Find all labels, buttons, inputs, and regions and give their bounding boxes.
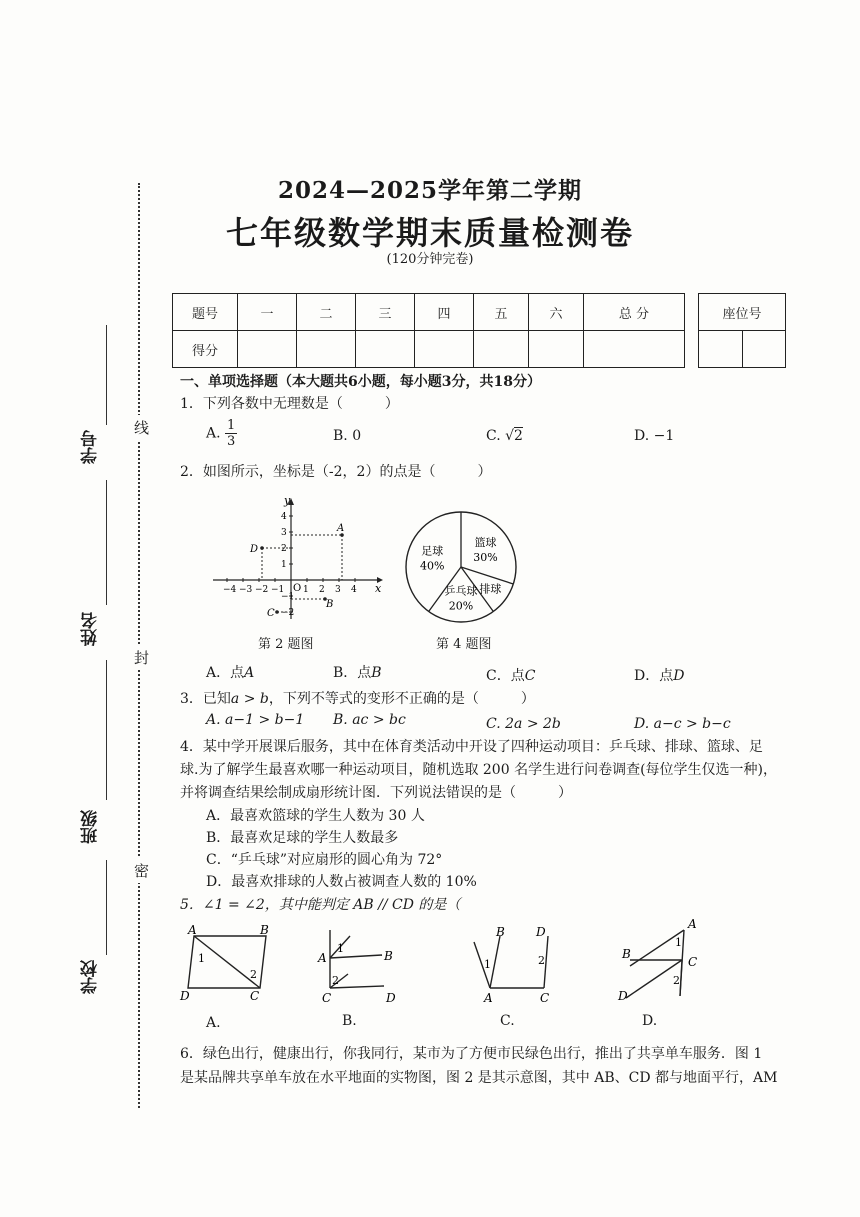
class-blank — [106, 660, 107, 800]
score-cell — [238, 331, 297, 368]
q1-option-a — [206, 418, 237, 449]
q1-option-b: B. 0 — [333, 428, 362, 444]
score-cell — [297, 331, 356, 368]
q1-option-d: D. −1 — [634, 428, 675, 444]
seat-cell — [742, 331, 786, 368]
point-d — [260, 546, 264, 550]
pie-value-label: 40% — [420, 559, 445, 573]
q4-line-1: 4．某中学开展课后服务，其中在体育类活动中开设了四种运动项目：乒乓球、排球、篮球、足 — [180, 739, 763, 755]
point-c — [275, 610, 279, 614]
q3-stem-pre: 3．已知 — [180, 691, 231, 707]
fraction-denominator: 3 — [227, 434, 236, 449]
point-c-label: C — [267, 608, 275, 619]
fig-a-angle-1: 1 — [198, 952, 205, 965]
q2-option-a — [206, 662, 254, 682]
fig-a-label-b: B — [260, 923, 269, 937]
q5-figure-c — [462, 922, 562, 1004]
fig-c-label-a: A — [484, 991, 493, 1004]
score-cell — [474, 331, 529, 368]
y-tick-label: 3 — [281, 528, 287, 538]
sqrt-icon: √ — [505, 428, 515, 444]
x-tick-label: 2 — [319, 585, 325, 595]
figure-2-caption: 第 2 题图 — [258, 637, 314, 652]
x-tick-label: −3 — [239, 585, 253, 595]
exam-title: 七年级数学期末质量检测卷 — [225, 214, 634, 252]
figure-4-caption: 第 4 题图 — [436, 637, 492, 652]
q6-line-1: 6．绿色出行，健康出行，你我同行，某市为了方便市民绿色出行，推出了共享单车服务．图 1 — [180, 1046, 763, 1062]
q1-option-a-label: A. — [206, 425, 221, 442]
q1-radicand: 2 — [514, 428, 523, 444]
fig-c-label-b: B — [496, 925, 505, 939]
pie-value-label: 20% — [448, 599, 474, 613]
figure-pie-chart — [402, 508, 520, 626]
name-blank — [106, 480, 107, 605]
q2-option-b — [333, 662, 382, 682]
score-cell-header: 四 — [415, 294, 474, 331]
y-tick-label: −2 — [281, 608, 295, 618]
x-tick-label: −4 — [223, 585, 237, 595]
q3-option-b: B. ac > bc — [333, 712, 406, 728]
origin-label: O — [293, 583, 302, 594]
fig-c-angle-2: 2 — [538, 954, 545, 967]
q3-option-d: D. a−c > b−c — [634, 716, 731, 732]
fig-d-label-a: A — [688, 918, 697, 931]
pie-category-label: 乒乓球 — [444, 584, 478, 598]
q3-stem-post: ，下列不等式的变形不正确的是（ ） — [268, 691, 535, 707]
q5-option-b: B. — [342, 1013, 357, 1029]
q2-option-b-text: B．点 — [333, 665, 372, 681]
fraction-numerator: 1 — [227, 418, 236, 433]
fig-b-angle-1: 1 — [337, 942, 344, 955]
fig-c-angle-1: 1 — [484, 958, 491, 971]
score-cell-header: 五 — [474, 294, 529, 331]
fig-b-label-b: B — [384, 949, 393, 963]
q2-option-c-text: C．点 — [486, 668, 525, 684]
school-blank — [106, 860, 107, 955]
fig-a-angle-2: 2 — [250, 968, 257, 981]
x-axis-label: x — [375, 582, 382, 595]
q4-option-d: D．最喜欢排球的人数占被调查人数的 10% — [206, 874, 477, 890]
q2-option-c-var: C — [524, 668, 536, 684]
fig-b-label-a: A — [318, 951, 327, 965]
score-cell-header: 三 — [356, 294, 415, 331]
q1-fraction — [225, 418, 237, 449]
q1-option-c — [486, 428, 523, 444]
x-tick-label: −1 — [271, 585, 285, 595]
side-label-class: 班级 — [81, 810, 101, 844]
score-table — [172, 293, 685, 368]
pie-value-label: 30% — [473, 551, 498, 565]
q4-option-a: A．最喜欢篮球的学生人数为 30 人 — [206, 808, 425, 824]
score-cell-header: 题号 — [173, 294, 238, 331]
q2-option-d-var: D — [673, 668, 685, 684]
x-tick-label: −2 — [255, 585, 269, 595]
fig-d-angle-1: 1 — [675, 936, 682, 949]
side-label-student-id: 学号 — [81, 430, 101, 464]
q4-option-c: C．“乒乓球”对应扇形的圆心角为 72° — [206, 852, 443, 868]
q4-line-3: 并将调查结果绘制成扇形统计图．下列说法错误的是（ ） — [180, 785, 572, 801]
fig-c-label-c: C — [540, 991, 550, 1004]
seat-label: 座位号 — [699, 294, 786, 331]
y-tick-label: 2 — [281, 544, 287, 554]
time-note: (120分钟完卷) — [386, 252, 474, 267]
q4-option-b: B．最喜欢足球的学生人数最多 — [206, 830, 399, 846]
score-cell-header: 总 分 — [584, 294, 685, 331]
q2-option-d-text: D．点 — [634, 668, 674, 684]
seal-mark-secret: 密 — [134, 858, 149, 883]
q2-option-a-text: A．点 — [206, 665, 245, 681]
q6-line-2: 是某品牌共享单车放在水平地面的实物图，图 2 是其示意图，其中 AB、CD 都与地面平行，AM — [180, 1070, 778, 1086]
fig-c-label-d: D — [536, 925, 546, 939]
fig-d-label-c: C — [688, 955, 698, 969]
fig-d-label-b: B — [622, 947, 631, 961]
y-tick-label: 1 — [281, 560, 287, 570]
score-cell — [584, 331, 685, 368]
q4-line-2: 球.为了解学生最喜欢哪一种运动项目，随机选取 200 名学生进行问卷调查(每位学生仅选一种)， — [180, 762, 777, 778]
segment-c — [680, 960, 682, 996]
q2-stem: 2．如图所示，坐标是（-2，2）的点是（ ） — [180, 464, 492, 480]
score-table-score-row — [173, 331, 685, 368]
score-row-label: 得分 — [173, 331, 238, 368]
q3-option-c: C. 2a > 2b — [486, 716, 561, 732]
q5-stem: 5．∠1 = ∠2，其中能判定 AB // CD 的是（ — [180, 897, 461, 913]
fig-b-label-d: D — [386, 991, 396, 1004]
y-tick-label: 4 — [281, 512, 287, 522]
q5-option-d: D. — [642, 1013, 658, 1029]
pie-category-label: 足球 — [421, 544, 444, 558]
q1-option-c-label: C. — [486, 428, 501, 444]
segment-ab — [490, 936, 500, 988]
q5-figure-a — [178, 922, 278, 1004]
y-tick-label: −1 — [281, 592, 295, 602]
score-cell-header: 六 — [529, 294, 584, 331]
q5-figure-b — [312, 922, 412, 1004]
q2-option-a-var: A — [244, 665, 255, 681]
q2-option-d — [634, 665, 684, 685]
pie-category-label: 排球 — [479, 582, 502, 596]
seat-table — [698, 293, 786, 368]
q5-figure-d — [612, 918, 712, 1008]
q5-option-a: A. — [206, 1015, 221, 1031]
q1-stem: 1．下列各数中无理数是（ ） — [180, 396, 399, 412]
x-tick-label: 1 — [303, 585, 309, 595]
term-heading: 2024—2025学年第二学期 — [277, 177, 583, 204]
fig-b-label-c: C — [322, 991, 332, 1004]
section-heading: 一、单项选择题（本大题共6小题，每小题3分，共18分） — [180, 374, 541, 390]
score-cell — [415, 331, 474, 368]
fig-d-label-d: D — [618, 989, 628, 1003]
score-cell — [356, 331, 415, 368]
fig-a-label-c: C — [250, 989, 260, 1003]
side-label-school: 学校 — [81, 960, 101, 994]
point-b-label: B — [326, 599, 334, 610]
y-axis-label: y — [284, 495, 291, 507]
side-label-name: 姓名 — [81, 612, 101, 646]
score-cell-header: 二 — [297, 294, 356, 331]
score-cell-header: 一 — [238, 294, 297, 331]
q3-stem-expr: a > b — [230, 691, 269, 707]
score-cell — [529, 331, 584, 368]
x-tick-label: 4 — [351, 585, 357, 595]
fig-a-label-a: A — [188, 923, 197, 937]
fig-d-angle-2: 2 — [673, 974, 680, 987]
figure-coordinate-plane — [205, 495, 385, 625]
fig-b-angle-2: 2 — [332, 974, 339, 987]
student-id-blank — [106, 325, 107, 425]
q2-option-b-var: B — [371, 665, 382, 681]
point-a-label: A — [337, 523, 345, 534]
pie-category-label: 篮球 — [474, 536, 497, 550]
point-d-label: D — [250, 544, 259, 555]
ray-ab — [330, 955, 382, 958]
y-tick-labels — [281, 512, 294, 618]
seal-mark-line: 线 — [134, 415, 149, 440]
fig-a-label-d: D — [180, 989, 190, 1003]
seat-cell — [699, 331, 743, 368]
seal-mark-seal: 封 — [134, 645, 149, 670]
q2-option-c — [486, 665, 535, 685]
q3-stem — [180, 689, 535, 709]
q5-option-c: C. — [500, 1013, 515, 1029]
q3-option-a: A. a−1 > b−1 — [206, 712, 305, 728]
x-tick-label: 3 — [335, 585, 341, 595]
score-table-header-row — [173, 294, 685, 331]
